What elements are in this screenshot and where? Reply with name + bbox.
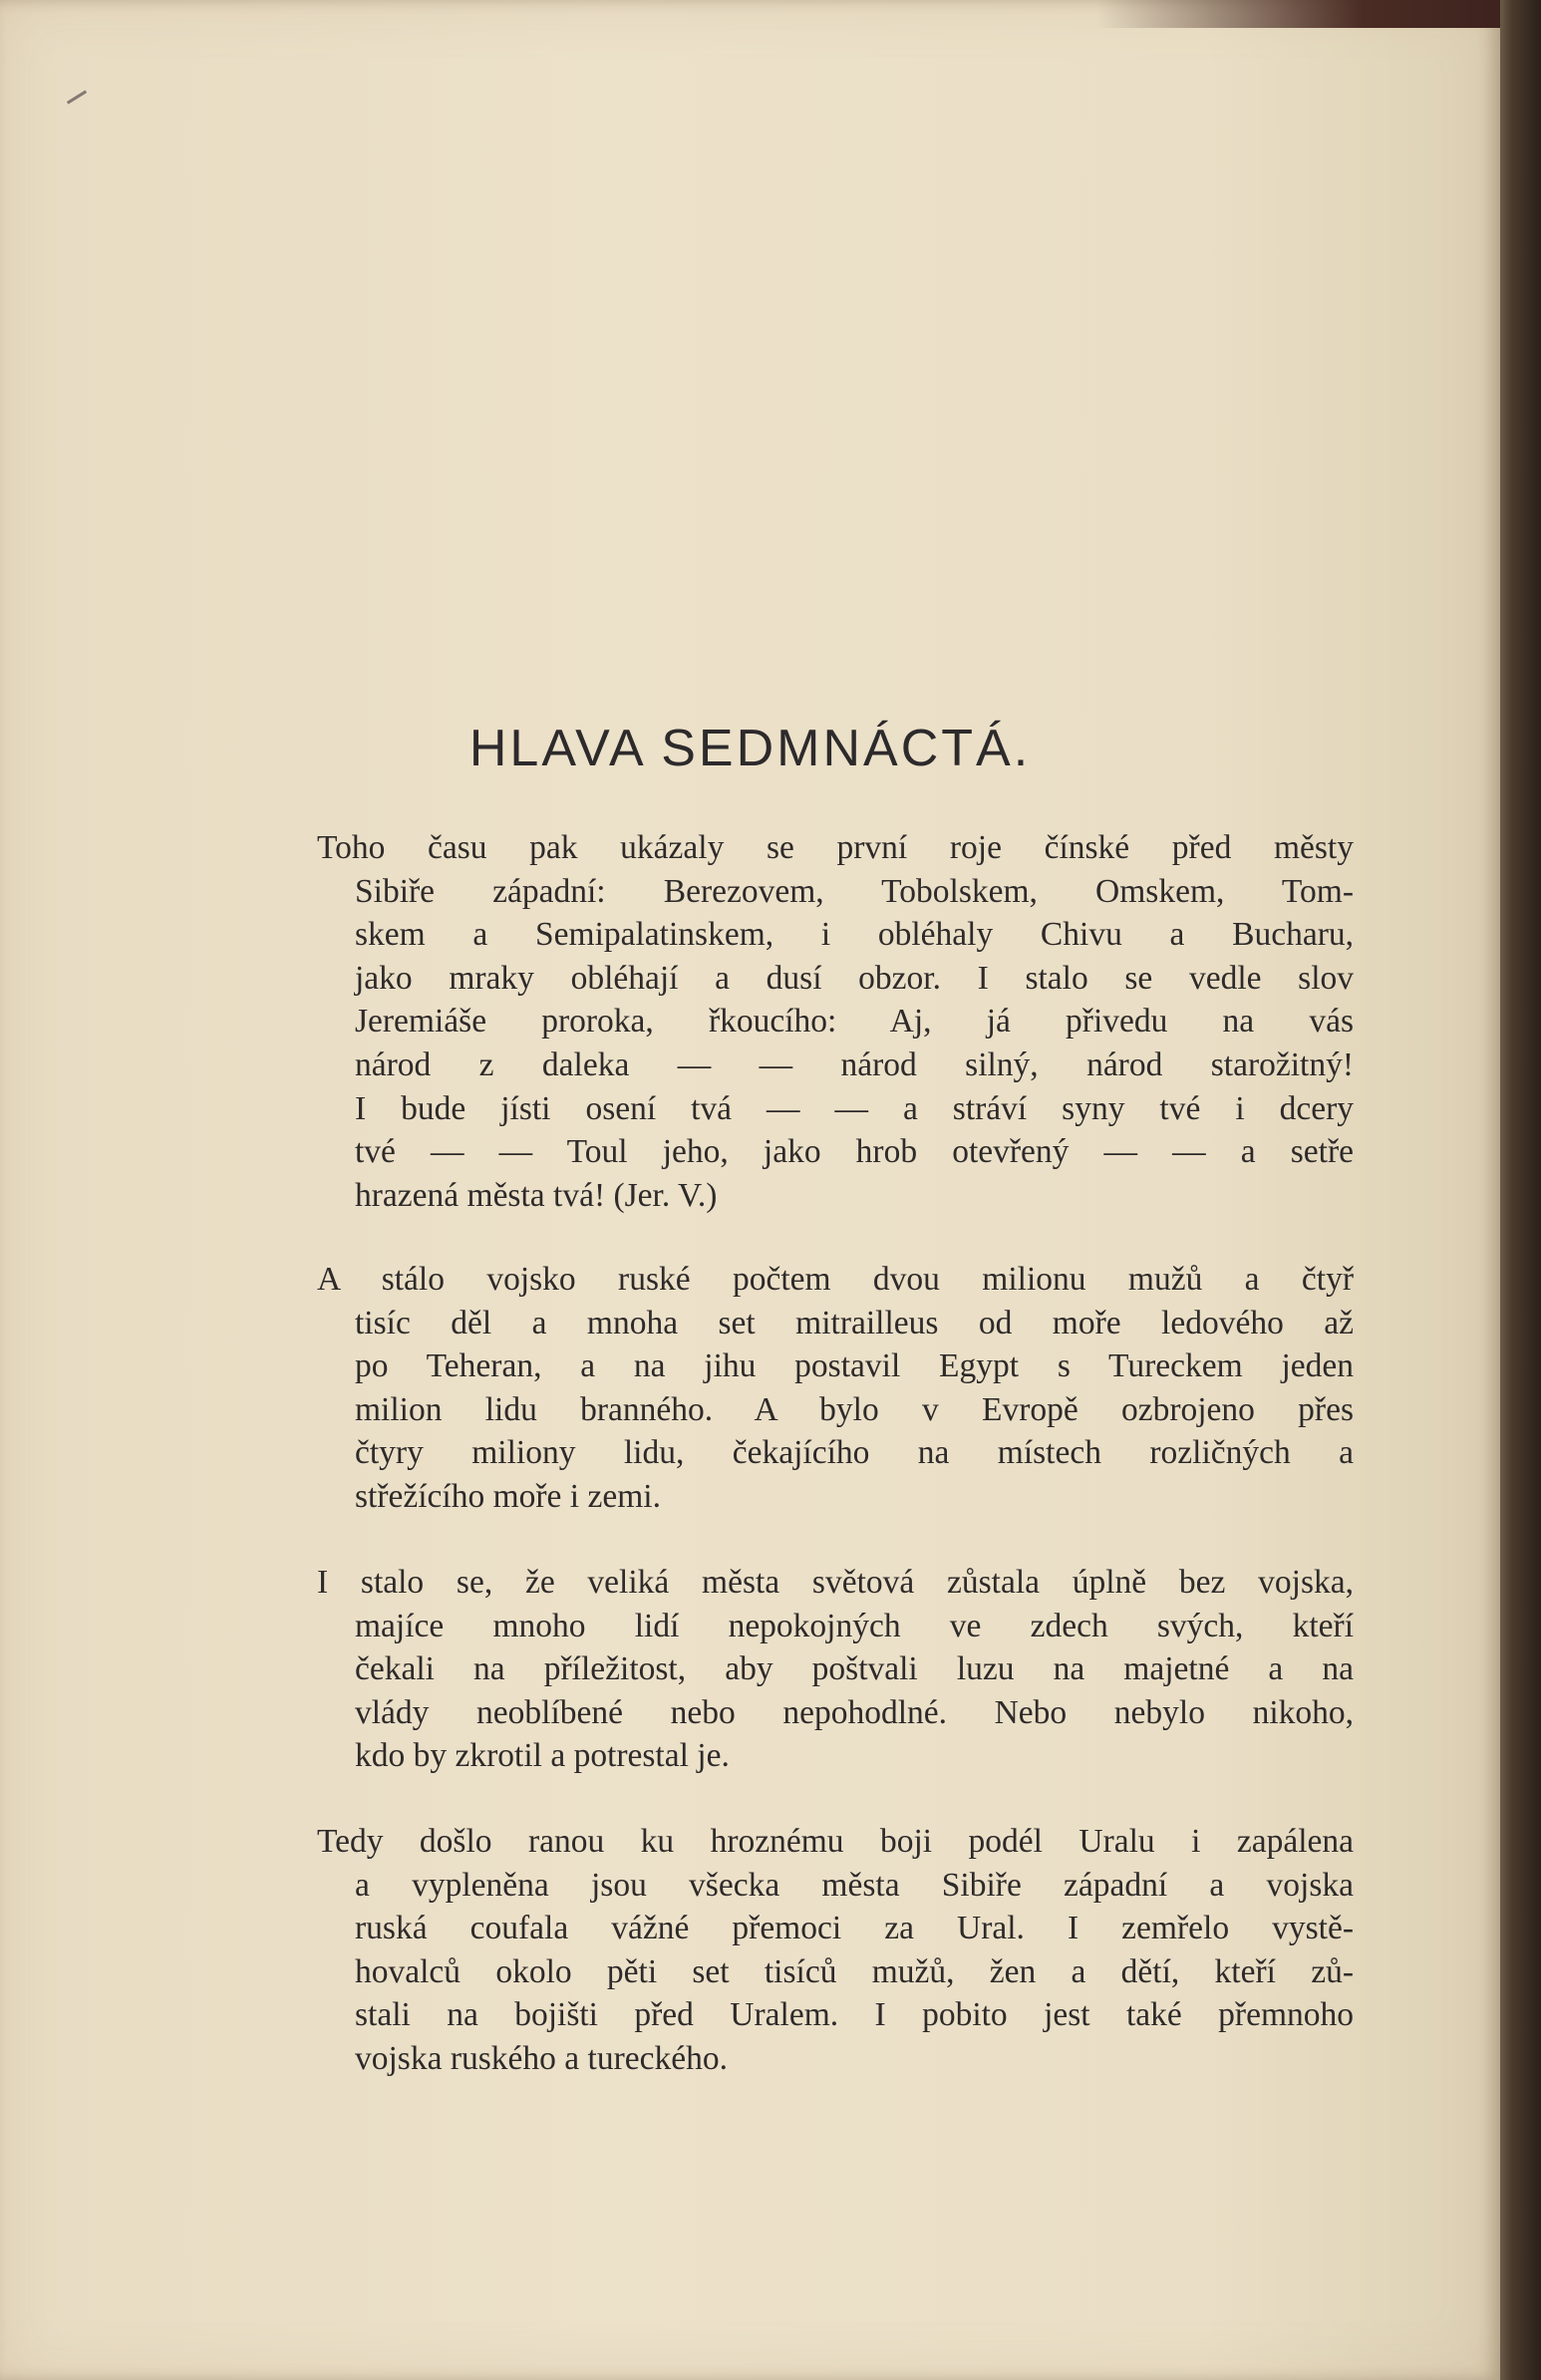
text-line: milion lidu branného. A bylo v Evropě ozbrojeno přes [355,1390,1354,1428]
text-line: tvé — — Toul jeho, jako hrob otevřený — — a setře [355,1133,1354,1171]
text-line: kdo by zkrotil a potrestal je. [355,1737,730,1775]
text-line: stali na bojišti před Uralem. I pobito jest také přemnoho [355,1996,1354,2034]
text-line: vlády neoblíbené nebo nepohodlné. Nebo nebylo nikoho, [355,1693,1354,1731]
text-line: Jeremiáše proroka, řkoucího: Aj, já přivedu na vás [355,1003,1354,1041]
book-spine-edge [1500,0,1541,2380]
text-line: ruská coufala vážné přemoci za Ural. I zemřelo vystě- [355,1910,1354,1947]
text-line: čekali na příležitost, aby poštvali luzu na majetné a na [355,1650,1354,1688]
text-line: Sibiře západní: Berezovem, Tobolskem, Omskem, Tom- [355,872,1354,910]
text-line: čtyry miliony lidu, čekajícího na místech rozličných a [355,1434,1354,1472]
text-line: Tedy došlo ranou ku hroznému boji podél Uralu i zapálena [317,1823,1354,1860]
text-line: po Teheran, a na jihu postavil Egypt s Tureckem jeden [355,1347,1354,1385]
text-line: skem a Semipalatinskem, i obléhaly Chivu a Bucharu, [355,916,1354,954]
text-line: I bude jísti osení tvá — — a stráví syny tvé i dcery [355,1089,1354,1127]
paragraph-1 [317,826,1354,1217]
text-line: A stálo vojsko ruské počtem dvou milionu mužů a čtyř [317,1261,1354,1298]
text-line: a vypleněna jsou všecka města Sibiře západní a vojska [355,1866,1354,1904]
text-line: vojska ruského a tureckého. [355,2039,728,2077]
paragraph-4 [317,1820,1354,2081]
pencil-mark [67,90,87,104]
text-line: majíce mnoho lidí nepokojných ve zdech svých, kteří [355,1607,1354,1644]
text-line: tisíc děl a mnoha set mitrailleus od moře ledového až [355,1304,1354,1341]
text-line: Toho času pak ukázaly se první roje čínské před městy [317,829,1354,866]
chapter-title: HLAVA SEDMNÁCTÁ. [468,719,1032,777]
paragraph-2 [317,1258,1354,1519]
text-line: hovalců okolo pěti set tisíců mužů, žen a dětí, kteří zů- [355,1952,1354,1990]
text-line: střežícího moře i zemi. [355,1477,661,1515]
text-line: hrazená města tvá! (Jer. V.) [355,1176,718,1214]
text-line: národ z daleka — — národ silný, národ starožitný! [355,1045,1354,1083]
page-top-edge [1096,0,1541,28]
text-line: jako mraky obléhají a dusí obzor. I stalo se vedle slov [355,959,1354,997]
text-line: I stalo se, že veliká města světová zůstala úplně bez vojska, [317,1564,1354,1601]
paragraph-3 [317,1561,1354,1778]
